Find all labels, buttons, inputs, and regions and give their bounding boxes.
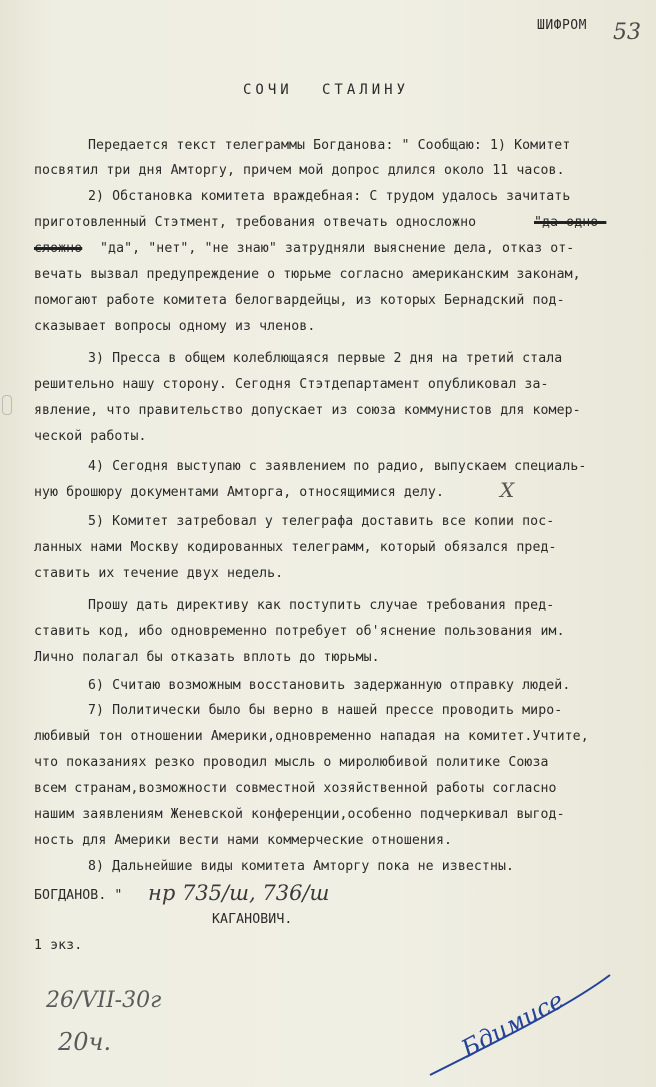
copies-count: 1 экз. <box>34 938 83 953</box>
struck-text: сложно <box>34 241 83 256</box>
handwritten-mark: X <box>500 478 515 502</box>
handwritten-time: 20ч. <box>58 1028 112 1056</box>
text-line: 3) Пресса в общем колеблющаяся первые 2 дня на третий стала <box>88 351 563 366</box>
text-line: ность для Америки вести нами коммерческие отношения. <box>34 833 453 848</box>
text-line: приготовленный Стэтмент, требования отвечать односложно <box>34 215 477 230</box>
text-line: что показаниях резко проводил мысль о миролюбивой политике Союза <box>34 755 549 770</box>
text-line: нашим заявлениям Женевской конференции,особенно подчеркивал выгод- <box>34 807 565 822</box>
text-line: посвятил три дня Амторгу, причем мой допрос длился около 11 часов. <box>34 163 565 178</box>
text-line: ческой работы. <box>34 429 147 444</box>
punch-hole <box>2 395 12 415</box>
text-line: Лично полагал бы отказать вплоть до тюрьмы. <box>34 650 380 665</box>
text-line: вечать вызвал предупреждение о тюрьме согласно американским законам, <box>34 267 581 282</box>
text-line: помогают работе комитета белогвардейцы, из которых Бернадский под- <box>34 293 565 308</box>
text-line: ную брошюру документами Амторга, относящимися делу. <box>34 485 445 500</box>
handwritten-date: 26/VII-30г <box>46 988 162 1013</box>
text-line: сказывает вопросы одному из членов. <box>34 319 316 334</box>
text-line: Передается текст телеграммы Богданова: " Сообщаю: 1) Комитет <box>88 138 571 153</box>
struck-text: "да одно- <box>534 215 607 230</box>
text-line: 4) Сегодня выступаю с заявлением по радио, выпускаем специаль- <box>88 459 587 474</box>
title-destination: СОЧИ <box>243 82 293 98</box>
text-line: решительно нашу сторону. Сегодня Стэтдепартамент опубликовал за- <box>34 377 549 392</box>
text-line: 7) Политически было бы верно в нашей прессе проводить миро- <box>88 703 563 718</box>
text-line: ставить их течение двух недель. <box>34 566 284 581</box>
handwritten-signature: Бдимисе <box>456 986 569 1063</box>
signer-name: КАГАНОВИЧ. <box>212 912 293 927</box>
text-line: 5) Комитет затребовал у телеграфа доставить все копии пос- <box>88 514 555 529</box>
title-recipient: СТАЛИНУ <box>322 82 410 98</box>
text-line: 2) Обстановка комитета враждебная: С трудом удалось зачитать <box>88 189 571 204</box>
text-line: всем странам,возможности совместной хозяйственной работы согласно <box>34 781 557 796</box>
handwritten-telegram-numbers: нр 735/ш, 736/ш <box>148 881 330 905</box>
cipher-stamp: ШИФРОМ <box>537 18 587 33</box>
page-number: 53 <box>613 20 641 45</box>
text-line: ланных нами Москву кодированных телеграмм, который обязался пред- <box>34 540 557 555</box>
text-line: 6) Считаю возможным восстановить задержанную отправку людей. <box>88 678 571 693</box>
sender-name: БОГДАНОВ. " <box>34 888 123 903</box>
text-line: "да", "нет", "не знаю" затрудняли выяснение дела, отказ от- <box>100 241 575 256</box>
text-line: ставить код, ибо одновременно потребует об'яснение пользования им. <box>34 624 565 639</box>
text-line: явление, что правительство допускает из союза коммунистов для комер- <box>34 403 581 418</box>
text-line: 8) Дальнейшие виды комитета Амторгу пока не известны. <box>88 859 515 874</box>
text-line: любивый тон отношении Америки,одновременно нападая на комитет.Учтите, <box>34 729 589 744</box>
text-line: Прошу дать директиву как поступить случае требования пред- <box>88 598 555 613</box>
